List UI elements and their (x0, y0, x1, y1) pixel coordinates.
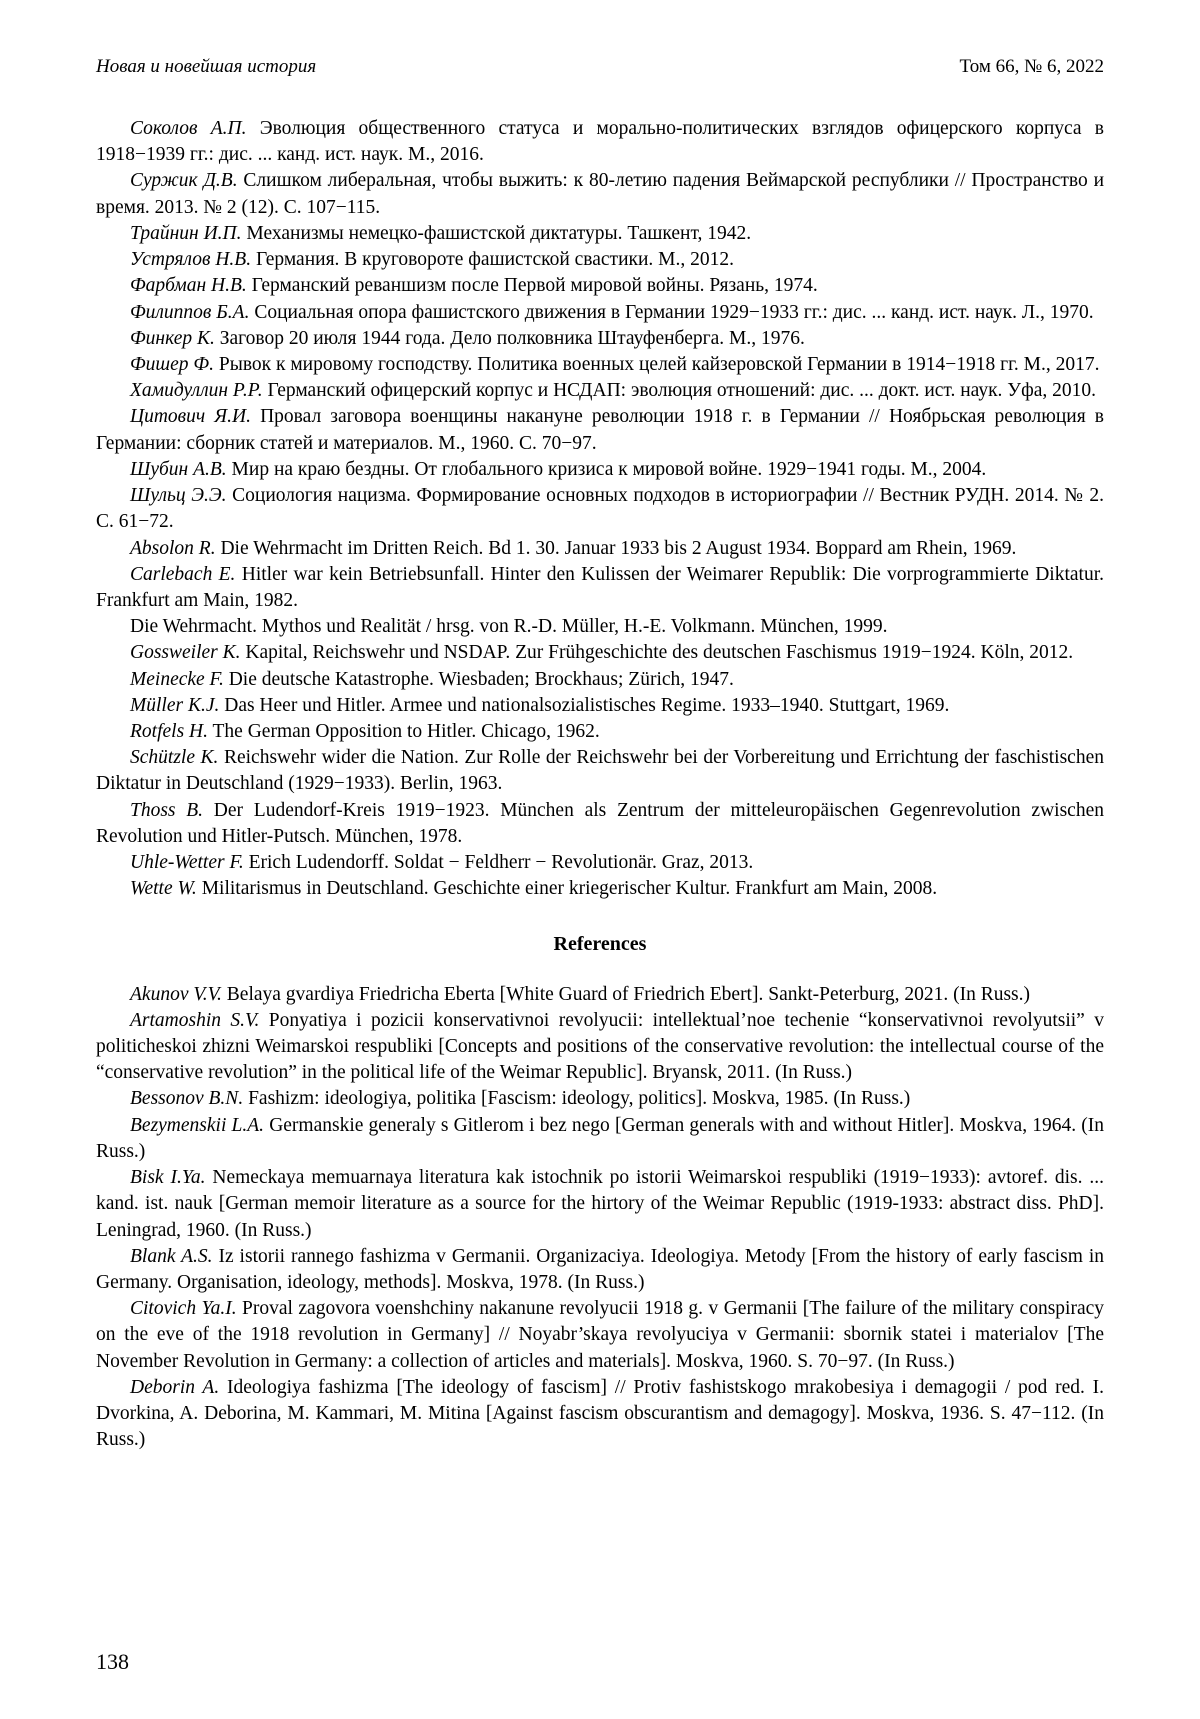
bibliography-entry (96, 1296, 1104, 1375)
bibliography-list (96, 116, 1104, 903)
bibliography-entry (96, 378, 1104, 404)
entry-text: Эволюция общественного статуса и морально-политических взглядов офицерского корпуса в 1918−1939 гг.: дис. ... канд. ист. наук. М., 2016. (96, 118, 1105, 166)
entry-text: Fashizm: ideologiya, politika [Fascism: ideology, politics]. Moskva, 1985. (In Russ.) (243, 1088, 911, 1110)
bibliography-entry (96, 221, 1104, 247)
bibliography-entry (96, 614, 1104, 640)
bibliography-entry (96, 300, 1104, 326)
entry-text: Proval zagovora voenshchiny nakanune revolyucii 1918 g. v Germanii [The failure of the military conspiracy on the eve of the 1918 revolution in Germany] // Noyabr’skaya revolyuciya v Germanii: sbornik statei i materialov [The November Revolution in Germany: a collection of articles and materials]. Moskva, 1960. S. 70−97. (In Russ.) (96, 1298, 1105, 1372)
entry-text: Рывок к мировому господству. Политика военных целей кайзеровской Германии в 1914−1918 гг. М., 2017. (214, 353, 1100, 375)
entry-text: Механизмы немецко-фашистской диктатуры. Ташкент, 1942. (241, 222, 752, 244)
bibliography-entry (96, 719, 1104, 745)
journal-title: Новая и новейшая история (96, 56, 317, 77)
entry-text: The German Opposition to Hitler. Chicago, 1962. (208, 721, 600, 743)
entry-text: Reichswehr wider die Nation. Zur Rolle der Reichswehr bei der Vorbereitung und Errichtung der faschistischen Diktatur in Deutschland (1929−1933). Berlin, 1963. (96, 747, 1104, 795)
bibliography-entry (96, 640, 1104, 666)
entry-author: Carlebach E. (130, 563, 236, 585)
entry-author: Цитович Я.И. (130, 406, 251, 428)
entry-author: Meinecke F. (130, 668, 224, 690)
issue-info: Том 66, № 6, 2022 (959, 56, 1104, 77)
bibliography-entry (96, 876, 1104, 902)
entry-author: Thoss B. (130, 799, 204, 821)
entry-text: Die Wehrmacht. Mythos und Realität / hrsg. von R.-D. Müller, H.-E. Volkmann. München, 1999. (130, 616, 888, 638)
bibliography-entry (96, 667, 1104, 693)
page-number: 138 (96, 1649, 129, 1674)
entry-author: Uhle-Wetter F. (130, 852, 244, 874)
entry-text: Германский реваншизм после Первой мировой войны. Рязань, 1974. (246, 275, 818, 297)
bibliography-entry (96, 116, 1104, 168)
bibliography-entry (96, 693, 1104, 719)
bibliography-entry (96, 273, 1104, 299)
entry-author: Шульц Э.Э. (130, 485, 227, 507)
bibliography-entry (96, 562, 1104, 614)
entry-text: Ideologiya fashizma [The ideology of fascism] // Protiv fashistskogo mrakobesiya i demagogii / pod red. I. Dvorkina, A. Deborina, M. Kammari, M. Mitina [Against fascism obscurantism and demagogy]. Moskva, 1936. S. 47−112. (In Russ.) (96, 1376, 1104, 1451)
entry-author: Blank A.S. (130, 1245, 213, 1267)
bibliography-entry (96, 536, 1104, 562)
bibliography-entry (96, 247, 1104, 273)
bibliography-entry (96, 1244, 1104, 1296)
entry-text: Слишком либеральная, чтобы выжить: к 80-летию падения Веймарской республики // Пространство и время. 2013. № 2 (12). С. 107−115. (96, 170, 1105, 218)
entry-text: Das Heer und Hitler. Armee und nationalsozialistisches Regime. 1933‒1940. Stuttgart, 1969. (219, 694, 950, 716)
entry-author: Akunov V.V. (130, 983, 222, 1005)
bibliography-entry (96, 1375, 1104, 1454)
bibliography-entry (96, 850, 1104, 876)
entry-author: Bisk I.Ya. (130, 1167, 206, 1189)
references-heading: References (553, 932, 647, 955)
entry-author: Wette W. (130, 878, 197, 900)
bibliography-entry (96, 168, 1104, 220)
entry-author: Соколов А.П. (130, 118, 247, 139)
bibliography-entry (96, 1086, 1104, 1112)
entry-author: Устрялов Н.В. (130, 249, 252, 271)
entry-text: Мир на краю бездны. От глобального кризиса к мировой войне. 1929−1941 годы. М., 2004. (226, 458, 987, 480)
entry-author: Schützle K. (130, 747, 219, 769)
entry-author: Фарбман Н.В. (130, 275, 247, 297)
entry-author: Филиппов Б.А. (130, 301, 250, 323)
entry-author: Хамидуллин Р.Р. (130, 380, 263, 402)
entry-text: Социология нацизма. Формирование основных подходов в историографии // Вестник РУДН. 2014. № 2. С. 61−72. (96, 485, 1104, 533)
entry-text: Nemeckaya memuarnaya literatura kak istochnik po istorii Weimarskoi respubliki (1919−1933): avtoref. dis. ... kand. ist. nauk [German memoir literature as a source for the hirtory of the Weimar Republic (1919-1933: abstract diss. PhD]. Leningrad, 1960. (In Russ.) (96, 1167, 1104, 1241)
entry-author: Суржик Д.В. (130, 170, 238, 192)
entry-text: Germanskie generaly s Gitlerom i bez nego [German generals with and without Hitler]. Moskva, 1964. (In Russ.) (96, 1114, 1105, 1162)
entry-text: Социальная опора фашистского движения в Германии 1929−1933 гг.: дис. ... канд. ист. наук. Л., 1970. (249, 301, 1094, 323)
bibliography-entry (96, 457, 1104, 483)
entry-author: Artamoshin S.V. (130, 1009, 260, 1031)
bibliography-entry (96, 1113, 1104, 1165)
entry-text: Hitler war kein Betriebsunfall. Hinter den Kulissen der Weimarer Republik: Die vorprogrammierte Diktatur. Frankfurt am Main, 1982. (96, 563, 1105, 611)
entry-text: Der Ludendorf-Kreis 1919−1923. München als Zentrum der mitteleuropäischen Gegenrevolution zwischen Revolution und Hitler-Putsch. München, 1978. (96, 799, 1104, 847)
entry-text: Belaya gvardiya Friedricha Eberta [White Guard of Friedrich Ebert]. Sankt-Peterburg, 2021. (In Russ.) (221, 983, 1031, 1005)
entry-text: Iz istorii rannego fashizma v Germanii. Organizaciya. Ideologiya. Metody [From the history of early fascism in Germany. Organisation, ideology, methods]. Moskva, 1978. (In Russ.) (96, 1245, 1104, 1293)
bibliography-entry (96, 745, 1104, 797)
entry-text: Die Wehrmacht im Dritten Reich. Bd 1. 30. Januar 1933 bis 2 August 1934. Boppard am Rhein, 1969. (215, 537, 1017, 559)
entry-author: Bezymenskii L.A. (130, 1114, 265, 1136)
entry-author: Absolon R. (130, 537, 216, 559)
entry-author: Citovich Ya.I. (130, 1298, 237, 1320)
bibliography-entry (96, 1165, 1104, 1244)
bibliography-entry (96, 982, 1104, 1008)
entry-text: Ponyatiya i pozicii konservativnoi revolyucii: intellektual’noe techenie “konservativnoi revolyutsii” v politicheskoi zhizni Weimarskoi respubliki [Concepts and positions of the conservative revolution: the intellectual course of the “conservative revolution” in the political life of the Weimar Republic]. Bryansk, 2011. (In Russ.) (96, 1009, 1105, 1084)
references-list (96, 982, 1104, 1454)
bibliography-entry (96, 326, 1104, 352)
entry-text: Die deutsche Katastrophe. Wiesbaden; Brockhaus; Zürich, 1947. (223, 668, 734, 690)
entry-text: Kapital, Reichswehr und NSDAP. Zur Frühgeschichte des deutschen Faschismus 1919−1924. Köln, 2012. (240, 642, 1074, 664)
entry-author: Фишер Ф. (130, 353, 214, 375)
entry-text: Militarismus in Deutschland. Geschichte einer kriegerischer Kultur. Frankfurt am Main, 2008. (196, 878, 938, 900)
entry-text: Провал заговора военщины накануне революции 1918 г. в Германии // Ноябрьская революция в Германии: сборник статей и материалов. М., 1960. С. 70−97. (96, 406, 1104, 454)
entry-author: Bessonov B.N. (130, 1088, 244, 1110)
entry-text: Германия. В круговороте фашистской свастики. М., 2012. (251, 249, 735, 271)
entry-author: Финкер К. (130, 327, 215, 349)
entry-author: Gossweiler K. (130, 642, 241, 664)
bibliography-entry (96, 352, 1104, 378)
bibliography-entry (96, 1008, 1104, 1087)
entry-author: Müller K.J. (130, 694, 220, 716)
running-head (96, 56, 1104, 78)
entry-author: Трайнин И.П. (130, 222, 242, 244)
entry-text: Германский офицерский корпус и НСДАП: эволюция отношений: дис. ... докт. ист. наук. Уфа, 2010. (262, 380, 1097, 402)
entry-author: Шубин А.В. (130, 458, 227, 480)
bibliography-entry (96, 404, 1104, 456)
entry-author: Deborin A. (130, 1376, 220, 1398)
entry-text: Заговор 20 июля 1944 года. Дело полковника Штауфенберга. М., 1976. (214, 327, 805, 349)
bibliography-entry (96, 798, 1104, 850)
entry-text: Erich Ludendorff. Soldat − Feldherr − Revolutionär. Graz, 2013. (243, 852, 754, 874)
entry-author: Rotfels H. (130, 721, 208, 743)
bibliography-entry (96, 483, 1104, 535)
